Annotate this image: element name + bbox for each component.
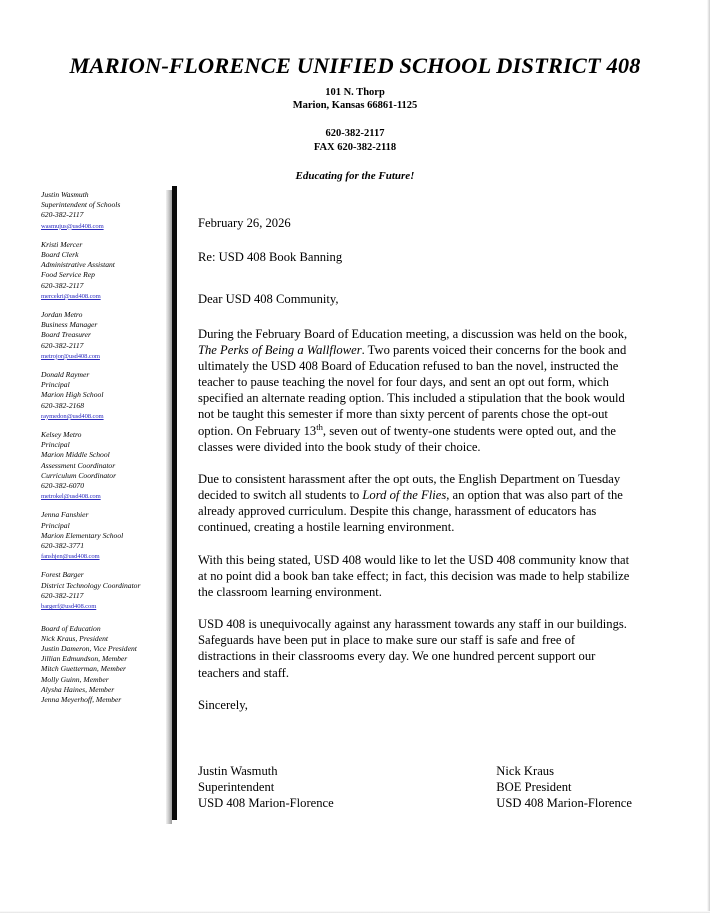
p1-text-part-2: . Two parents voiced their concerns for the book and ultimately the USD 408 Board of Education refused to ban the novel, instructed the teacher to pause teaching the novel for four days, and sent an opt out form, which specified an alternate reading option. This included a stipulation that the book would not be taught this semester if more than sixty percent of parents chose the opt-out option. On February 13: [198, 342, 627, 438]
district-address: [0, 86, 710, 114]
signature-boe-president: [496, 763, 632, 812]
letter-salutation: Dear USD 408 Community,: [198, 292, 339, 307]
letter-closing: Sincerely,: [198, 697, 248, 712]
contact-role: Superintendent of Schools: [41, 200, 121, 210]
contact-role: Board Clerk: [41, 250, 79, 260]
contact-block: [41, 430, 167, 502]
letter-body: [198, 215, 636, 713]
contact-role: Marion Elementary School: [41, 530, 124, 540]
book-title-lord-of-the-flies: Lord of the Flies: [362, 488, 447, 503]
ordinal-suffix-th: th: [316, 421, 323, 432]
contact-role: Marion Middle School: [41, 450, 110, 460]
address-line-1: 101 N. Thorp: [325, 86, 385, 98]
board-heading: Board of Education: [41, 623, 101, 633]
contact-role: Principal: [41, 520, 70, 530]
contact-phone: 620-382-2117: [41, 340, 84, 350]
contact-email-line: [41, 291, 167, 302]
board-member: Mitch Guetterman, Member: [41, 664, 126, 674]
contact-email-link[interactable]: raymedon@usd408.com: [41, 412, 104, 420]
contact-phone: 620-382-3771: [41, 540, 85, 550]
contact-phone: 620-382-2117: [41, 210, 84, 220]
contact-role: Marion High School: [41, 390, 104, 400]
letter-paragraph-1: [198, 326, 636, 455]
contact-email-line: [41, 551, 167, 562]
contact-role: Board Treasurer: [41, 330, 91, 340]
contact-email-link[interactable]: wasmujus@usd408.com: [41, 222, 104, 230]
contact-block: [41, 310, 167, 362]
contact-block: [41, 570, 167, 611]
contact-email-link[interactable]: bargerf@usd408.com: [41, 602, 97, 610]
p2-text-part-1: Due to consistent harassment after the opt outs, the English Department on Tuesday decided to switch all students to: [198, 471, 621, 503]
contact-phone: 620-382-2117: [41, 590, 84, 600]
signature-left-org: USD 408 Marion-Florence: [198, 796, 334, 811]
board-member: Molly Guinn, Member: [41, 674, 109, 684]
signature-block: [198, 763, 636, 812]
board-member: Jenna Meyerhoff, Member: [41, 694, 122, 704]
board-member: Alysha Haines, Member: [41, 684, 115, 694]
board-member: Jillian Edmundson, Member: [41, 654, 128, 664]
book-title-perks: The Perks of Being a Wallflower: [198, 342, 362, 357]
contact-name: Justin Wasmuth: [41, 190, 89, 199]
letter-subject: Re: USD 408 Book Banning: [198, 250, 343, 265]
contact-role: Principal: [41, 380, 70, 390]
contact-role: Business Manager: [41, 320, 98, 330]
board-member: Justin Dameron, Vice President: [41, 644, 137, 654]
letterhead: [0, 54, 710, 182]
signature-left-name: Justin Wasmuth: [198, 764, 278, 778]
contact-role: District Technology Coordinator: [41, 580, 141, 590]
signature-right-title: BOE President: [496, 780, 572, 795]
letter-paragraph-3: With this being stated, USD 408 would like to let the USD 408 community know that at no point did a book ban take effect; in fact, this decision was made to help stabilize the classroom learning environment.: [198, 552, 630, 599]
contact-name: Jordan Metro: [41, 310, 83, 320]
contact-block: [41, 370, 167, 422]
p1-text-part-3: , seven out of twenty-one students were opted out, and the classes were divided into the book study of their choice.: [198, 423, 616, 454]
district-phone-block: [0, 127, 710, 155]
contact-phone: 620-382-2168: [41, 400, 85, 410]
board-member-list: [41, 634, 167, 705]
contact-name: Jenna Fanshier: [41, 510, 89, 520]
district-tagline: Educating for the Future!: [295, 170, 415, 183]
contact-phone: 620-382-6070: [41, 480, 85, 490]
contact-list: [41, 190, 167, 612]
signature-left-title: Superintendent: [198, 780, 275, 795]
address-line-2: Marion, Kansas 66861-1125: [292, 100, 418, 112]
contact-name: Kelsey Metro: [41, 430, 82, 440]
contact-block: [41, 240, 167, 302]
contact-email-link[interactable]: metrojor@usd408.com: [41, 352, 100, 360]
contact-role: Principal: [41, 440, 70, 450]
contact-role: Curriculum Coordinator: [41, 470, 117, 480]
contact-email-link[interactable]: metrokel@usd408.com: [41, 493, 101, 501]
letter-paragraph-2: [198, 471, 636, 536]
board-of-education-block: [41, 624, 167, 705]
contact-block: [41, 190, 167, 231]
contact-email-line: [41, 601, 167, 612]
district-title: MARION-FLORENCE UNIFIED SCHOOL DISTRICT 408: [69, 53, 641, 78]
contact-role: Food Service Rep: [41, 270, 95, 280]
staff-sidebar: [41, 190, 167, 705]
contact-phone: 620-382-2117: [41, 280, 84, 290]
district-phone: 620-382-2117: [325, 128, 385, 140]
contact-email-line: [41, 351, 167, 362]
contact-email-link[interactable]: mercekri@usd408.com: [41, 292, 101, 300]
signature-superintendent: [198, 763, 334, 812]
contact-role: Administrative Assistant: [41, 260, 115, 270]
contact-role: Assessment Coordinator: [41, 460, 116, 470]
district-fax: FAX 620-382-2118: [313, 142, 397, 154]
contact-email-line: [41, 411, 167, 422]
contact-name: Forest Barger: [41, 570, 84, 580]
board-member: Nick Kraus, President: [41, 633, 109, 643]
vertical-divider-rule: [172, 186, 177, 820]
contact-email-line: [41, 491, 167, 502]
p1-text-part-1: During the February Board of Education meeting, a discussion was held on the book,: [198, 326, 628, 341]
contact-email-link[interactable]: fanshjen@usd408.com: [41, 553, 100, 561]
contact-email-line: [41, 221, 167, 232]
signature-right-org: USD 408 Marion-Florence: [496, 796, 632, 811]
contact-name: Donald Raymer: [41, 370, 90, 380]
letter-date: February 26, 2026: [198, 216, 291, 230]
p2-text-part-2: , an option that was also part of the already approved curriculum. Despite this change, harassment of educators has continued, creating a hostile learning environment.: [198, 488, 623, 535]
signature-right-name: Nick Kraus: [496, 764, 554, 778]
contact-name: Kristi Mercer: [41, 239, 83, 249]
letter-paragraph-4: USD 408 is unequivocally against any harassment towards any staff in our buildings. Safeguards have been put in place to make sure our staff is safe and free of distractions in their classrooms every day. We one hundred percent support our teachers and staff.: [198, 617, 627, 680]
contact-block: [41, 510, 167, 562]
